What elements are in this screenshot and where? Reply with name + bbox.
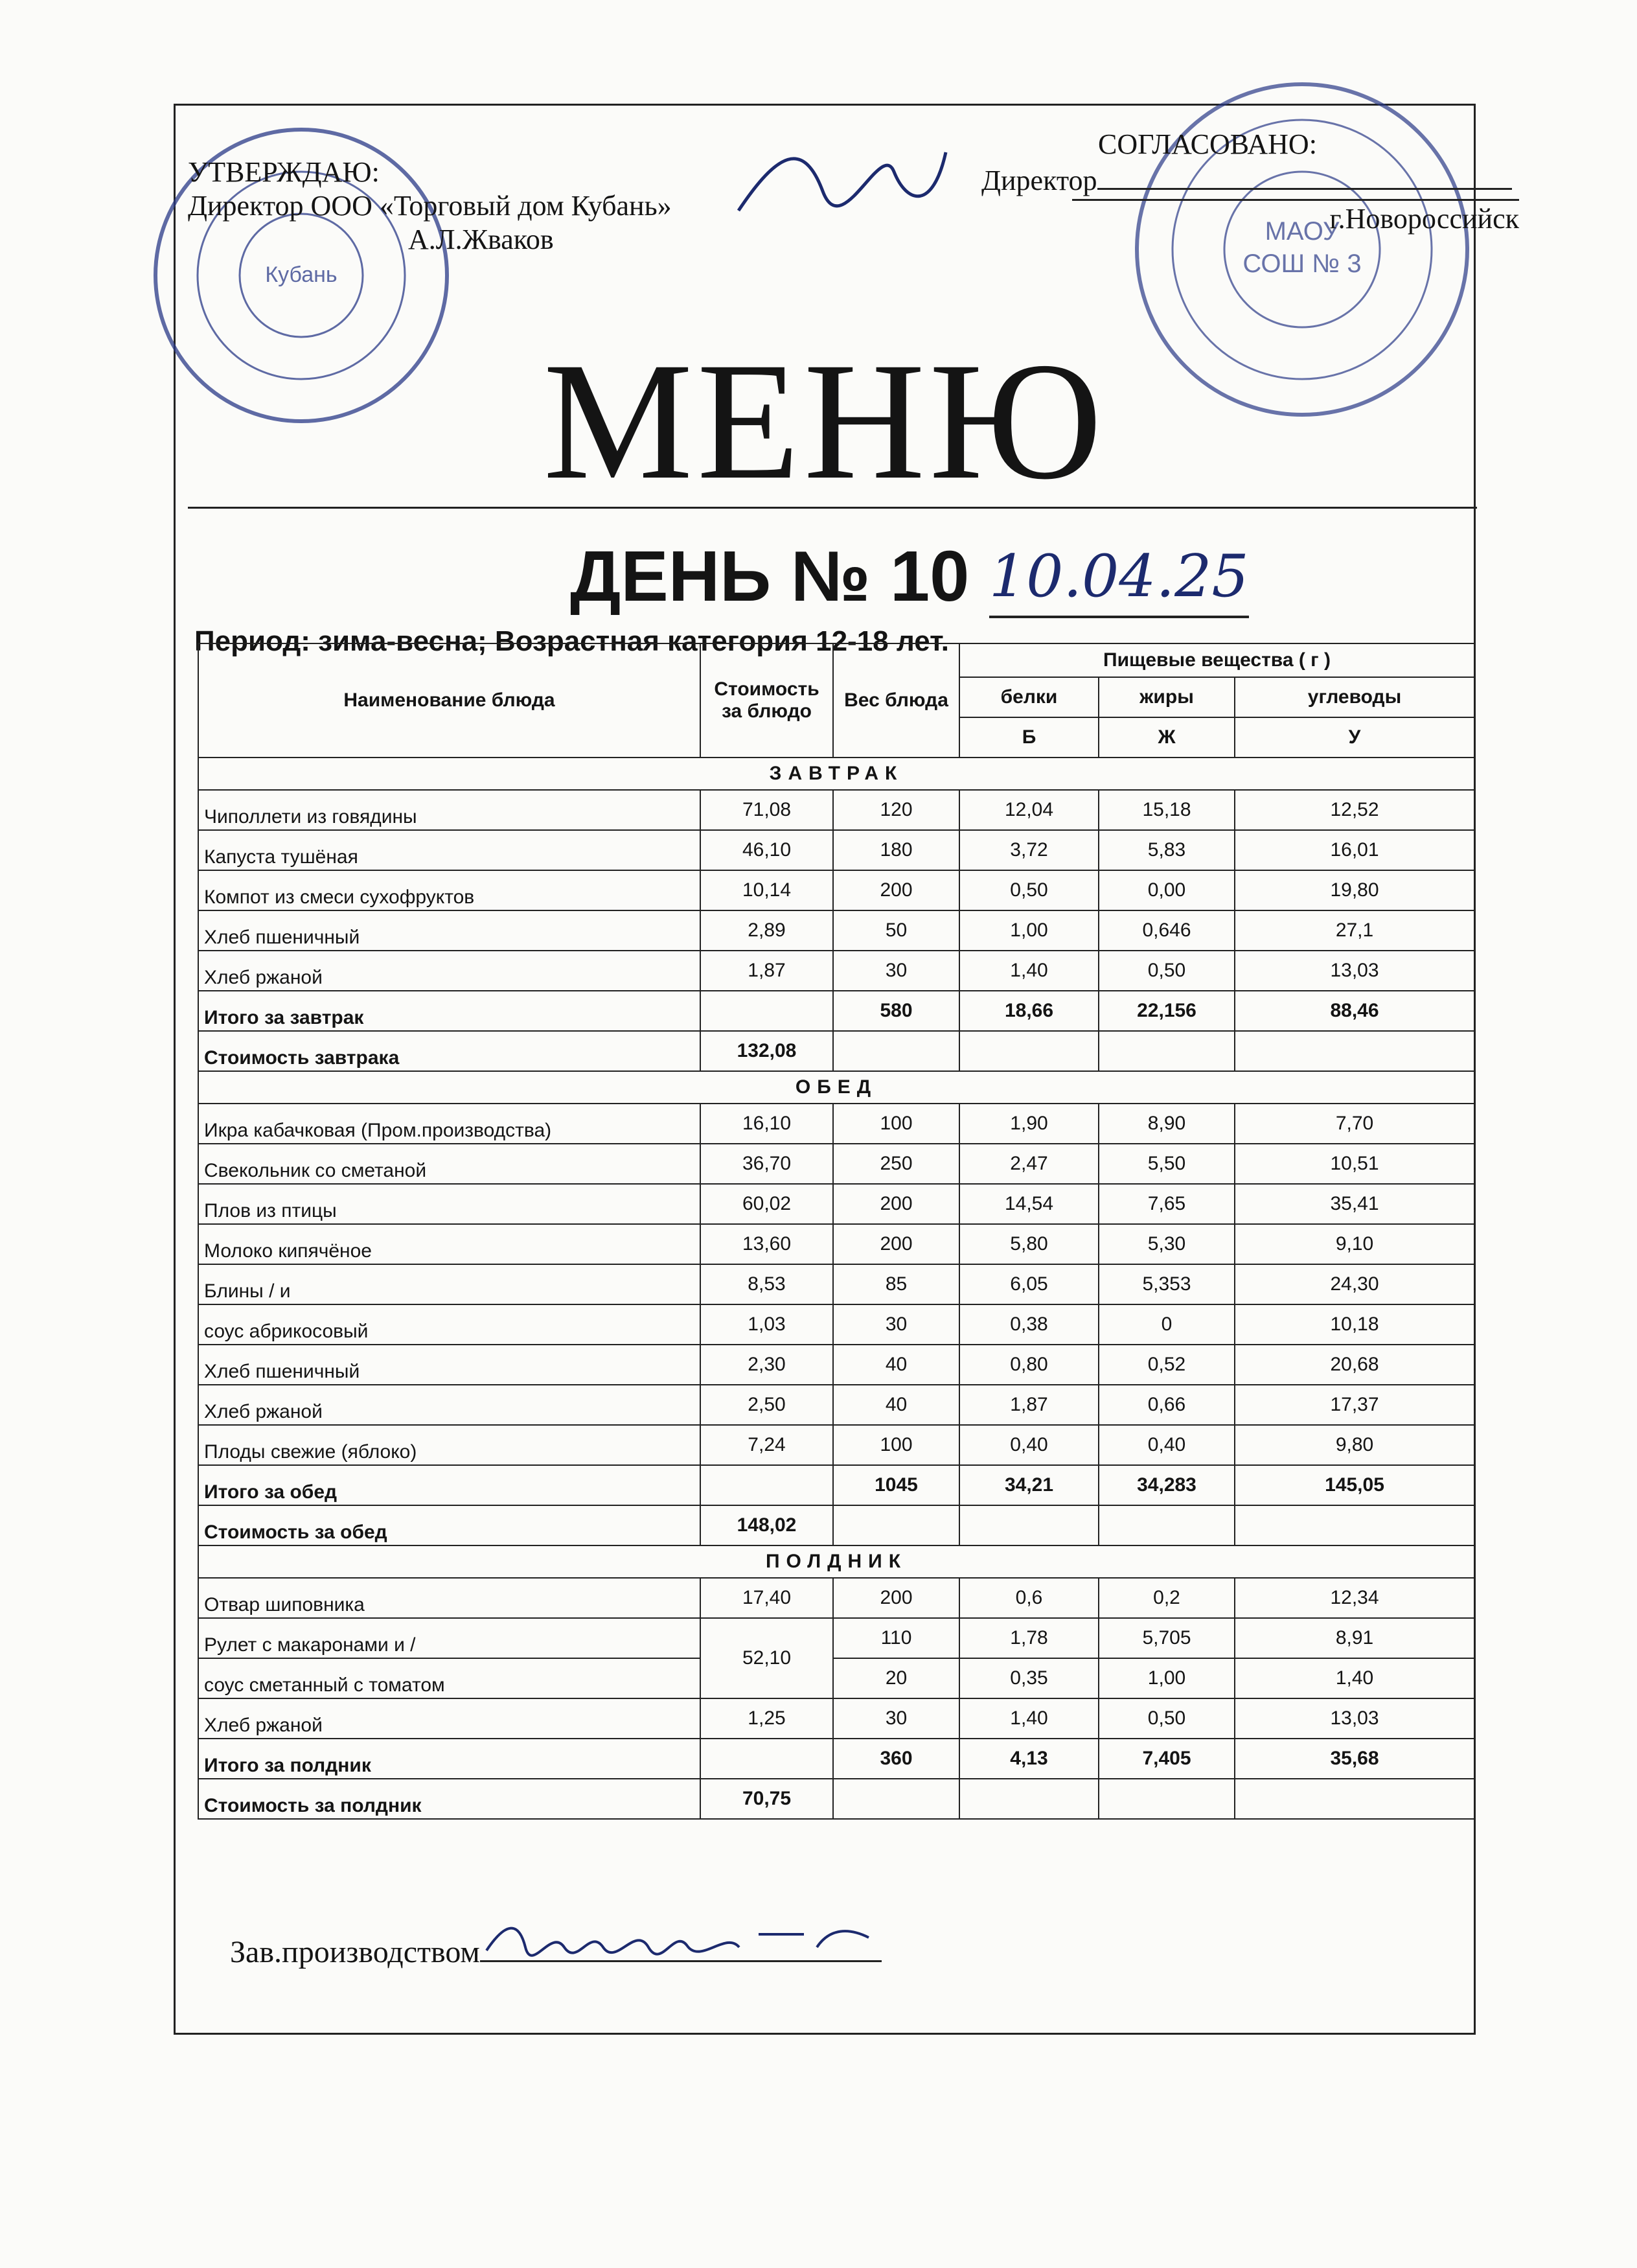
section-breakfast: ЗАВТРАК — [198, 758, 1474, 790]
dish-fat: 0,50 — [1099, 1698, 1235, 1739]
dish-carbs: 10,51 — [1235, 1144, 1474, 1184]
dish-protein: 3,72 — [959, 830, 1099, 870]
dish-fat: 0,52 — [1099, 1345, 1235, 1385]
director-signature — [726, 113, 959, 243]
dish-name: Хлеб ржаной — [198, 951, 700, 991]
dish-weight: 250 — [833, 1144, 959, 1184]
dish-weight: 20 — [833, 1658, 959, 1698]
dish-weight: 85 — [833, 1264, 959, 1304]
section-lunch: ОБЕД — [198, 1071, 1474, 1104]
agreement-signature-line — [1097, 188, 1512, 190]
table-row — [198, 910, 1474, 951]
total-fat: 7,405 — [1099, 1739, 1235, 1779]
cost-label: Стоимость за обед — [198, 1505, 700, 1545]
total-cost — [700, 991, 833, 1031]
dish-cost: 2,50 — [700, 1385, 833, 1425]
approval-name: А.Л.Жваков — [408, 224, 554, 255]
dish-weight: 50 — [833, 910, 959, 951]
dish-cost: 10,14 — [700, 870, 833, 910]
header-fat-short: Ж — [1099, 717, 1235, 758]
dish-name: Капуста тушёная — [198, 830, 700, 870]
cost-total: 148,02 — [700, 1505, 833, 1545]
header-dish-name: Наименование блюда — [198, 643, 700, 758]
table-row — [198, 1658, 1474, 1698]
dish-fat: 5,30 — [1099, 1224, 1235, 1264]
title-divider — [188, 507, 1477, 509]
dish-fat: 0,00 — [1099, 870, 1235, 910]
dish-weight: 30 — [833, 1698, 959, 1739]
svg-text:СОШ № 3: СОШ № 3 — [1242, 249, 1362, 278]
total-cost — [700, 1739, 833, 1779]
approval-block — [188, 156, 672, 257]
agreement-block — [981, 126, 1519, 237]
total-carbs: 145,05 — [1235, 1465, 1474, 1505]
table-row — [198, 830, 1474, 870]
dish-protein: 2,47 — [959, 1144, 1099, 1184]
dish-fat: 5,83 — [1099, 830, 1235, 870]
table-row — [198, 1304, 1474, 1345]
day-heading — [570, 538, 1249, 618]
dish-carbs: 27,1 — [1235, 910, 1474, 951]
total-label: Итого за полдник — [198, 1739, 700, 1779]
header-protein: белки — [959, 677, 1099, 717]
dish-name: Отвар шиповника — [198, 1578, 700, 1618]
dish-protein: 14,54 — [959, 1184, 1099, 1224]
dish-fat: 0,646 — [1099, 910, 1235, 951]
table-row — [198, 1698, 1474, 1739]
dish-name: Плов из птицы — [198, 1184, 700, 1224]
dish-weight: 40 — [833, 1345, 959, 1385]
table-row — [198, 1345, 1474, 1385]
dish-name: Молоко кипячёное — [198, 1224, 700, 1264]
dish-fat: 0,66 — [1099, 1385, 1235, 1425]
dish-cost: 52,10 — [700, 1618, 833, 1698]
header-carbs: углеводы — [1235, 677, 1474, 717]
section-snack: ПОЛДНИК — [198, 1545, 1474, 1578]
dish-carbs: 19,80 — [1235, 870, 1474, 910]
dish-weight: 30 — [833, 1304, 959, 1345]
dish-carbs: 12,34 — [1235, 1578, 1474, 1618]
dish-protein: 5,80 — [959, 1224, 1099, 1264]
dish-cost: 13,60 — [700, 1224, 833, 1264]
dish-weight: 110 — [833, 1618, 959, 1658]
dish-weight: 200 — [833, 1224, 959, 1264]
approval-heading: УТВЕРЖДАЮ: — [188, 156, 380, 188]
dish-cost: 2,89 — [700, 910, 833, 951]
dish-fat: 15,18 — [1099, 790, 1235, 830]
dish-carbs: 7,70 — [1235, 1104, 1474, 1144]
dish-fat: 7,65 — [1099, 1184, 1235, 1224]
cost-row — [198, 1505, 1474, 1545]
cost-total: 132,08 — [700, 1031, 833, 1071]
dish-cost: 46,10 — [700, 830, 833, 870]
production-manager-signature — [230, 1928, 882, 1970]
dish-cost: 8,53 — [700, 1264, 833, 1304]
period-info: Период: зима-весна; Возрастная категория 12-18 лет. — [194, 625, 950, 657]
total-carbs: 35,68 — [1235, 1739, 1474, 1779]
dish-name: Икра кабачковая (Пром.производства) — [198, 1104, 700, 1144]
dish-protein: 0,38 — [959, 1304, 1099, 1345]
page-title: МЕНЮ — [543, 328, 1106, 515]
dish-weight: 40 — [833, 1385, 959, 1425]
dish-protein: 0,40 — [959, 1425, 1099, 1465]
cost-row — [198, 1031, 1474, 1071]
dish-protein: 0,80 — [959, 1345, 1099, 1385]
total-label: Итого за обед — [198, 1465, 700, 1505]
table-row — [198, 1385, 1474, 1425]
dish-protein: 0,6 — [959, 1578, 1099, 1618]
dish-cost: 1,03 — [700, 1304, 833, 1345]
dish-protein: 1,00 — [959, 910, 1099, 951]
svg-text:МАОУ: МАОУ — [1265, 217, 1340, 246]
table-row — [198, 951, 1474, 991]
dish-fat: 5,353 — [1099, 1264, 1235, 1304]
dish-fat: 0,2 — [1099, 1578, 1235, 1618]
total-row — [198, 1465, 1474, 1505]
dish-name: Хлеб пшеничный — [198, 910, 700, 951]
dish-cost: 7,24 — [700, 1425, 833, 1465]
total-cost — [700, 1465, 833, 1505]
total-protein: 34,21 — [959, 1465, 1099, 1505]
dish-weight: 180 — [833, 830, 959, 870]
dish-name: Свекольник со сметаной — [198, 1144, 700, 1184]
total-carbs: 88,46 — [1235, 991, 1474, 1031]
dish-name: Блины / и — [198, 1264, 700, 1304]
table-row — [198, 1425, 1474, 1465]
cost-label: Стоимость за полдник — [198, 1779, 700, 1819]
dish-cost: 1,25 — [700, 1698, 833, 1739]
dish-fat: 0 — [1099, 1304, 1235, 1345]
day-label: ДЕНЬ № 10 — [570, 537, 970, 616]
cost-row — [198, 1779, 1474, 1819]
total-weight: 580 — [833, 991, 959, 1031]
dish-weight: 200 — [833, 870, 959, 910]
total-fat: 22,156 — [1099, 991, 1235, 1031]
dish-cost: 1,87 — [700, 951, 833, 991]
svg-text:Кубань: Кубань — [265, 262, 338, 287]
total-fat: 34,283 — [1099, 1465, 1235, 1505]
dish-protein: 0,50 — [959, 870, 1099, 910]
dish-fat: 5,705 — [1099, 1618, 1235, 1658]
dish-protein: 1,40 — [959, 951, 1099, 991]
dish-carbs: 13,03 — [1235, 951, 1474, 991]
dish-protein: 1,87 — [959, 1385, 1099, 1425]
total-label: Итого за завтрак — [198, 991, 700, 1031]
dish-fat: 8,90 — [1099, 1104, 1235, 1144]
dish-protein: 1,78 — [959, 1618, 1099, 1658]
dish-weight: 120 — [833, 790, 959, 830]
header-fat: жиры — [1099, 677, 1235, 717]
dish-name: Хлеб пшеничный — [198, 1345, 700, 1385]
table-row — [198, 1224, 1474, 1264]
handwritten-signature — [480, 1915, 882, 1960]
dish-name: Плоды свежие (яблоко) — [198, 1425, 700, 1465]
dish-cost: 36,70 — [700, 1144, 833, 1184]
dish-carbs: 24,30 — [1235, 1264, 1474, 1304]
menu-table — [198, 643, 1475, 1820]
dish-protein: 12,04 — [959, 790, 1099, 830]
table-row — [198, 1184, 1474, 1224]
dish-cost: 60,02 — [700, 1184, 833, 1224]
dish-name: Компот из смеси сухофруктов — [198, 870, 700, 910]
dish-carbs: 9,10 — [1235, 1224, 1474, 1264]
approval-position: Директор ООО «Торговый дом Кубань» — [188, 190, 672, 222]
dish-carbs: 10,18 — [1235, 1304, 1474, 1345]
header-carbs-short: У — [1235, 717, 1474, 758]
table-row — [198, 1104, 1474, 1144]
header-cost: Стоимость за блюдо — [700, 643, 833, 758]
total-weight: 360 — [833, 1739, 959, 1779]
dish-name: Хлеб ржаной — [198, 1385, 700, 1425]
table-row — [198, 1578, 1474, 1618]
total-weight: 1045 — [833, 1465, 959, 1505]
dish-weight: 200 — [833, 1184, 959, 1224]
dish-carbs: 9,80 — [1235, 1425, 1474, 1465]
dish-fat: 1,00 — [1099, 1658, 1235, 1698]
total-row — [198, 1739, 1474, 1779]
dish-name: Чиполлети из говядины — [198, 790, 700, 830]
table-row — [198, 1618, 1474, 1658]
dish-carbs: 13,03 — [1235, 1698, 1474, 1739]
table-row — [198, 1264, 1474, 1304]
dish-name: Хлеб ржаной — [198, 1698, 700, 1739]
dish-carbs: 12,52 — [1235, 790, 1474, 830]
dish-cost: 71,08 — [700, 790, 833, 830]
dish-weight: 30 — [833, 951, 959, 991]
dish-protein: 6,05 — [959, 1264, 1099, 1304]
dish-fat: 0,40 — [1099, 1425, 1235, 1465]
dish-carbs: 8,91 — [1235, 1618, 1474, 1658]
header-weight: Вес блюда — [833, 643, 959, 758]
cost-total: 70,75 — [700, 1779, 833, 1819]
agreement-city: г.Новороссийск — [1072, 199, 1519, 237]
dish-cost: 17,40 — [700, 1578, 833, 1618]
dish-carbs: 35,41 — [1235, 1184, 1474, 1224]
total-row — [198, 991, 1474, 1031]
total-protein: 18,66 — [959, 991, 1099, 1031]
day-date: 10.04.25 — [989, 538, 1249, 618]
signature-label: Зав.производством — [230, 1935, 480, 1969]
dish-weight: 100 — [833, 1104, 959, 1144]
dish-protein: 1,90 — [959, 1104, 1099, 1144]
signature-line — [480, 1928, 882, 1962]
dish-carbs: 1,40 — [1235, 1658, 1474, 1698]
dish-name: Рулет с макаронами и / — [198, 1618, 700, 1658]
header-nutrients: Пищевые вещества ( г ) — [959, 643, 1474, 677]
dish-weight: 200 — [833, 1578, 959, 1618]
dish-carbs: 16,01 — [1235, 830, 1474, 870]
table-row — [198, 790, 1474, 830]
dish-name: соус абрикосовый — [198, 1304, 700, 1345]
agreement-role: Директор — [981, 165, 1097, 196]
agreement-heading: СОГЛАСОВАНО: — [1098, 128, 1317, 160]
dish-protein: 1,40 — [959, 1698, 1099, 1739]
dish-protein: 0,35 — [959, 1658, 1099, 1698]
dish-weight: 100 — [833, 1425, 959, 1465]
dish-name: соус сметанный с томатом — [198, 1658, 700, 1698]
dish-cost: 2,30 — [700, 1345, 833, 1385]
dish-fat: 5,50 — [1099, 1144, 1235, 1184]
total-protein: 4,13 — [959, 1739, 1099, 1779]
dish-fat: 0,50 — [1099, 951, 1235, 991]
table-row — [198, 1144, 1474, 1184]
cost-label: Стоимость завтрака — [198, 1031, 700, 1071]
header-protein-short: Б — [959, 717, 1099, 758]
table-row — [198, 870, 1474, 910]
dish-carbs: 20,68 — [1235, 1345, 1474, 1385]
dish-carbs: 17,37 — [1235, 1385, 1474, 1425]
dish-cost: 16,10 — [700, 1104, 833, 1144]
